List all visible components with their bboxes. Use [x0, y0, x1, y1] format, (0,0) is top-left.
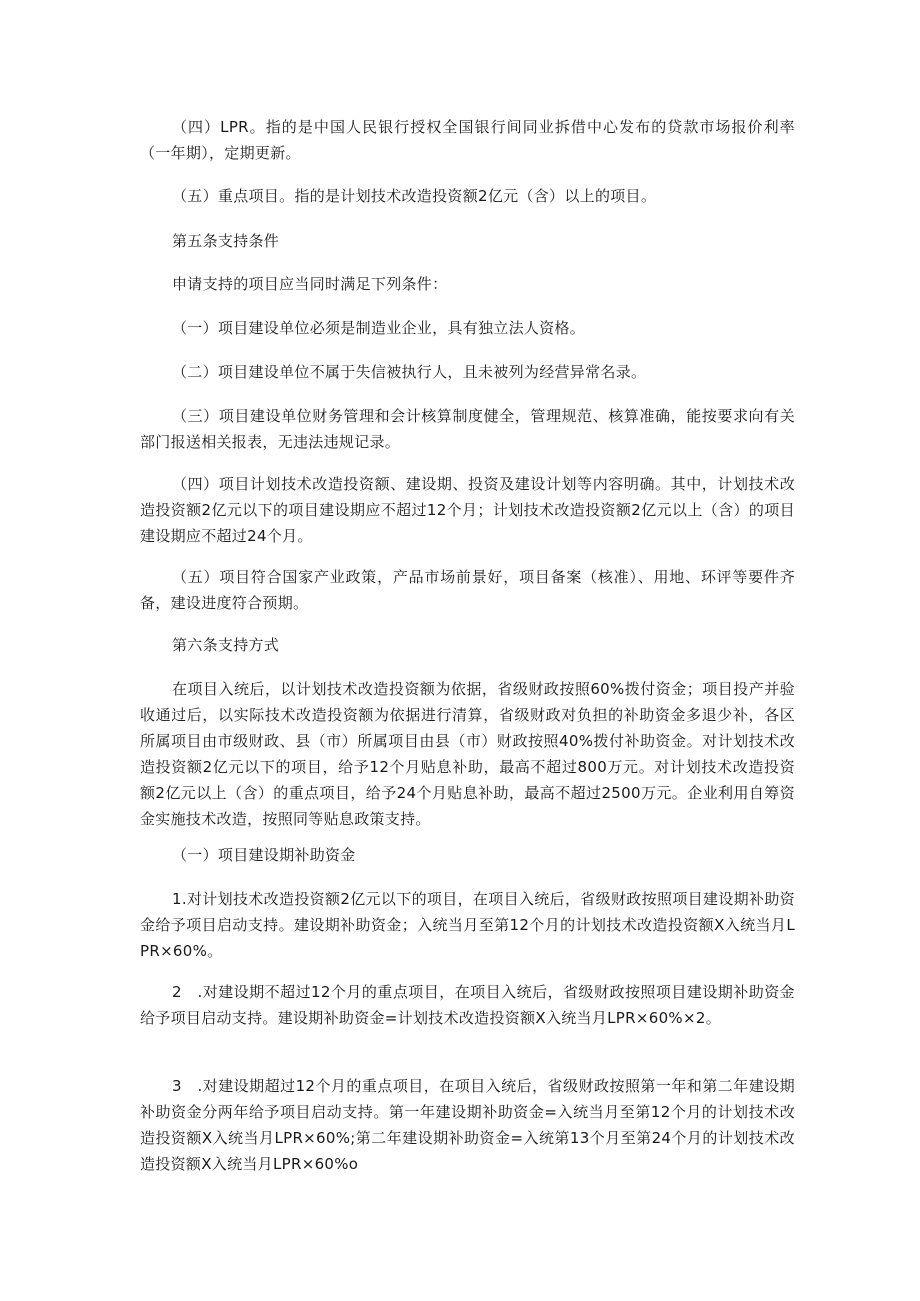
subheading-construction-subsidy: （一）项目建设期补助资金	[172, 846, 356, 864]
paragraph-item-1: 1.对计划技术改造投资额2亿元以下的项目，在项目入统后，省级财政按照项目建设期补助资金给予项目启动支持。建设期补助资金；入统当月至第12个月的计划技术改造投资额X入统当月LPR×60%。	[140, 890, 795, 960]
paragraph-item-3: 3 .对建设期超过12个月的重点项目，在项目入统后，省级财政按照第一年和第二年建设期补助资金分两年给予项目启动支持。第一年建设期补助资金=入统当月至第12个月的计划技术改造投资额X入统当月LPR×60%;第二年建设期补助资金=入统第13个月至第24个月的计划技术改造投资额X入统当月LPR×60%o	[140, 1077, 795, 1173]
paragraph-condition-5: （五）项目符合国家产业政策，产品市场前景好，项目备案（核准）、用地、环评等要件齐备，建设进度符合预期。	[140, 568, 795, 612]
section-heading-article-6: 第六条支持方式	[172, 636, 280, 654]
paragraph-support-method: 在项目入统后，以计划技术改造投资额为依据，省级财政按照60%拨付资金；项目投产并验收通过后，以实际技术改造投资额为依据进行清算，省级财政对负担的补助资金多退少补，各区所属项目由市级财政、县（市）所属项目由县（市）财政按照40%拨付补助资金。对计划技术改造投资额2亿元以下的项目，给予12个月贴息补助，最高不超过800万元。对计划技术改造投资额2亿元以上（含）的重点项目，给予24个月贴息补助，最高不超过2500万元。企业利用自筹资金实施技术改造，按照同等贴息政策支持。	[140, 680, 795, 828]
paragraph-condition-2: （二）项目建设单位不属于失信被执行人，且未被列为经营异常名录。	[172, 363, 647, 381]
paragraph-condition-3: （三）项目建设单位财务管理和会计核算制度健全，管理规范、核算准确，能按要求向有关部门报送相关报表，无违法违规记录。	[140, 407, 795, 451]
paragraph-condition-1: （一）项目建设单位必须是制造业企业，具有独立法人资格。	[172, 319, 586, 337]
paragraph-item-2: 2 .对建设期不超过12个月的重点项目，在项目入统后，省级财政按照项目建设期补助资金给予项目启动支持。建设期补助资金=计划技术改造投资额X入统当月LPR×60%×2。	[140, 983, 795, 1027]
paragraph-lpr-definition: （四）LPR。指的是中国人民银行授权全国银行间同业拆借中心发布的贷款市场报价利率（一年期），定期更新。	[140, 118, 795, 162]
section-heading-article-5: 第五条支持条件	[172, 232, 280, 250]
paragraph-key-project-definition: （五）重点项目。指的是计划技术改造投资额2亿元（含）以上的项目。	[172, 187, 657, 205]
paragraph-condition-4: （四）项目计划技术改造投资额、建设期、投资及建设计划等内容明确。其中，计划技术改造投资额2亿元以下的项目建设期应不超过12个月；计划技术改造投资额2亿元以上（含）的项目建设期应不超过24个月。	[140, 475, 795, 545]
paragraph-conditions-intro: 申请支持的项目应当同时满足下列条件：	[172, 275, 448, 293]
